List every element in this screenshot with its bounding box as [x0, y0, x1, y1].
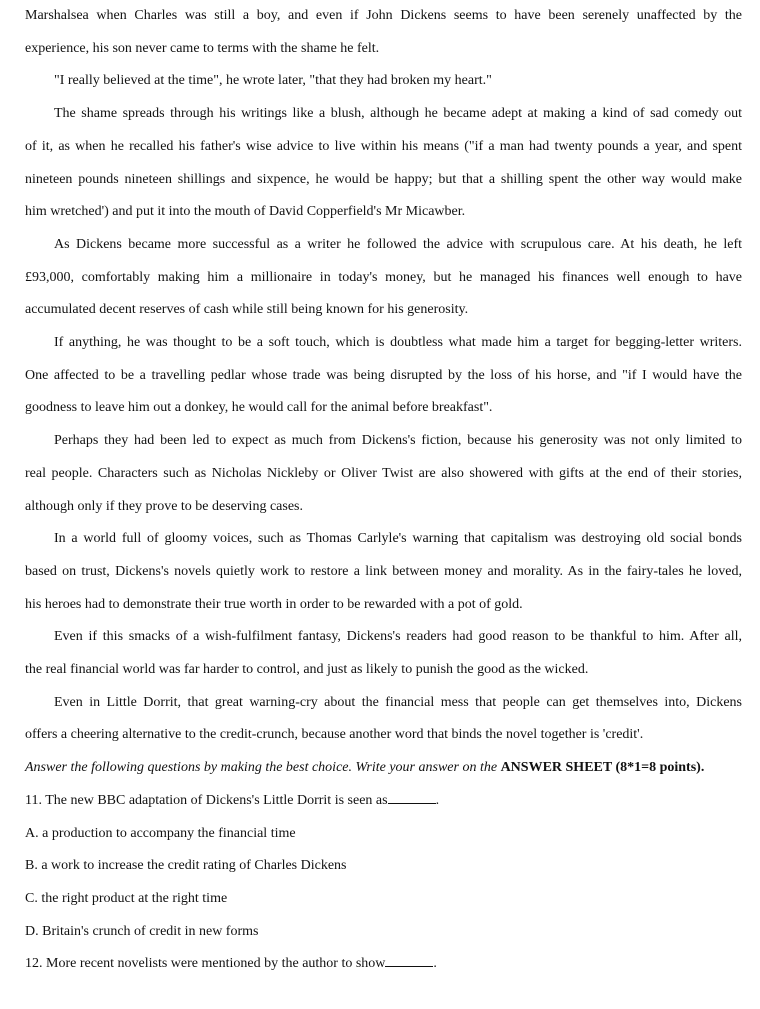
question-text: 11. The new BBC adaptation of Dickens's Little Dorrit is seen as: [25, 792, 388, 808]
passage-line: The shame spreads through his writings like a blush, although he became adept at making a kind of sad comedy out: [54, 106, 742, 122]
passage-line: If anything, he was thought to be a soft touch, which is doubtless what made him a target for begging-letter writers.: [54, 335, 742, 351]
document-page: [25, 0, 742, 981]
passage-line: accumulated decent reserves of cash while still being known for his generosity.: [25, 302, 469, 318]
passage-line: experience, his son never came to terms with the shame he felt.: [25, 40, 380, 56]
instructions-italic: Answer the following questions by making the best choice. Write your answer on the: [25, 760, 501, 776]
instructions-bold: ANSWER SHEET (8*1=8 points).: [500, 760, 705, 776]
passage-line: his heroes had to demonstrate their true worth in order to be rewarded with a pot of gold.: [25, 596, 523, 612]
passage-line: Even if this smacks of a wish-fulfilment fantasy, Dickens's readers had good reason to be thankful to him. After all,: [54, 629, 742, 645]
passage-line: Marshalsea when Charles was still a boy, and even if John Dickens seems to have been serenely unaffected by the: [25, 8, 742, 23]
question-stem: [25, 785, 742, 818]
questions: [25, 785, 742, 981]
passage-line: nineteen pounds nineteen shillings and sixpence, he would be happy; but that a shilling spent the other way would make: [25, 171, 742, 187]
passage-line: the real financial world was far harder to control, and just as likely to punish the good as the wicked.: [25, 662, 589, 678]
passage-line: "I really believed at the time", he wrote later, "that they had broken my heart.": [54, 73, 492, 89]
question-stem-end: .: [435, 792, 440, 808]
passage-line: As Dickens became more successful as a writer he followed the advice with scrupulous care. At his death, he left: [54, 236, 742, 252]
passage-line: although only if they prove to be deserving cases.: [25, 498, 303, 514]
passage-line: of it, as when he recalled his father's wise advice to live within his means ("if a man had twenty pounds a year, and spent: [25, 138, 742, 154]
passage-line: goodness to leave him out a donkey, he would call for the animal before breakfast".: [25, 400, 493, 416]
answer-blank: [388, 791, 436, 804]
passage-line: In a world full of gloomy voices, such as Thomas Carlyle's warning that capitalism was destroying old social bonds: [54, 531, 742, 547]
passage-line: One affected to be a travelling pedlar whose trade was being disrupted by the loss of his horse, and "if I would have the: [25, 367, 742, 383]
passage-line: based on trust, Dickens's novels quietly work to restore a link between money and morality. As in the fairy-tales he loved,: [25, 563, 742, 579]
passage: [25, 0, 742, 752]
question-stem: [25, 948, 742, 981]
passage-line: Even in Little Dorrit, that great warning-cry about the financial mess that people can get themselves into, Dickens: [54, 694, 742, 710]
answer-option: A. a production to accompany the financial time: [25, 825, 296, 841]
passage-line: real people. Characters such as Nicholas Nickleby or Oliver Twist are also showered with gifts at the end of their stories,: [25, 465, 742, 481]
question-text: 12. More recent novelists were mentioned by the author to show: [25, 956, 386, 972]
answer-option: C. the right product at the right time: [25, 890, 228, 906]
instructions: [25, 752, 742, 785]
passage-line: him wretched') and put it into the mouth of David Copperfield's Mr Micawber.: [25, 204, 466, 220]
answer-blank: [385, 954, 433, 967]
passage-line: £93,000, comfortably making him a millionaire in today's money, but he managed his finances well enough to have: [25, 269, 742, 285]
passage-line: Perhaps they had been led to expect as much from Dickens's fiction, because his generosity was not only limited to: [54, 433, 742, 449]
passage-line: offers a cheering alternative to the credit-crunch, because another word that binds the novel together is 'credit'.: [25, 727, 644, 743]
answer-option: D. Britain's crunch of credit in new forms: [25, 923, 259, 939]
answer-option: B. a work to increase the credit rating of Charles Dickens: [25, 858, 347, 874]
question-stem-end: .: [433, 956, 437, 972]
